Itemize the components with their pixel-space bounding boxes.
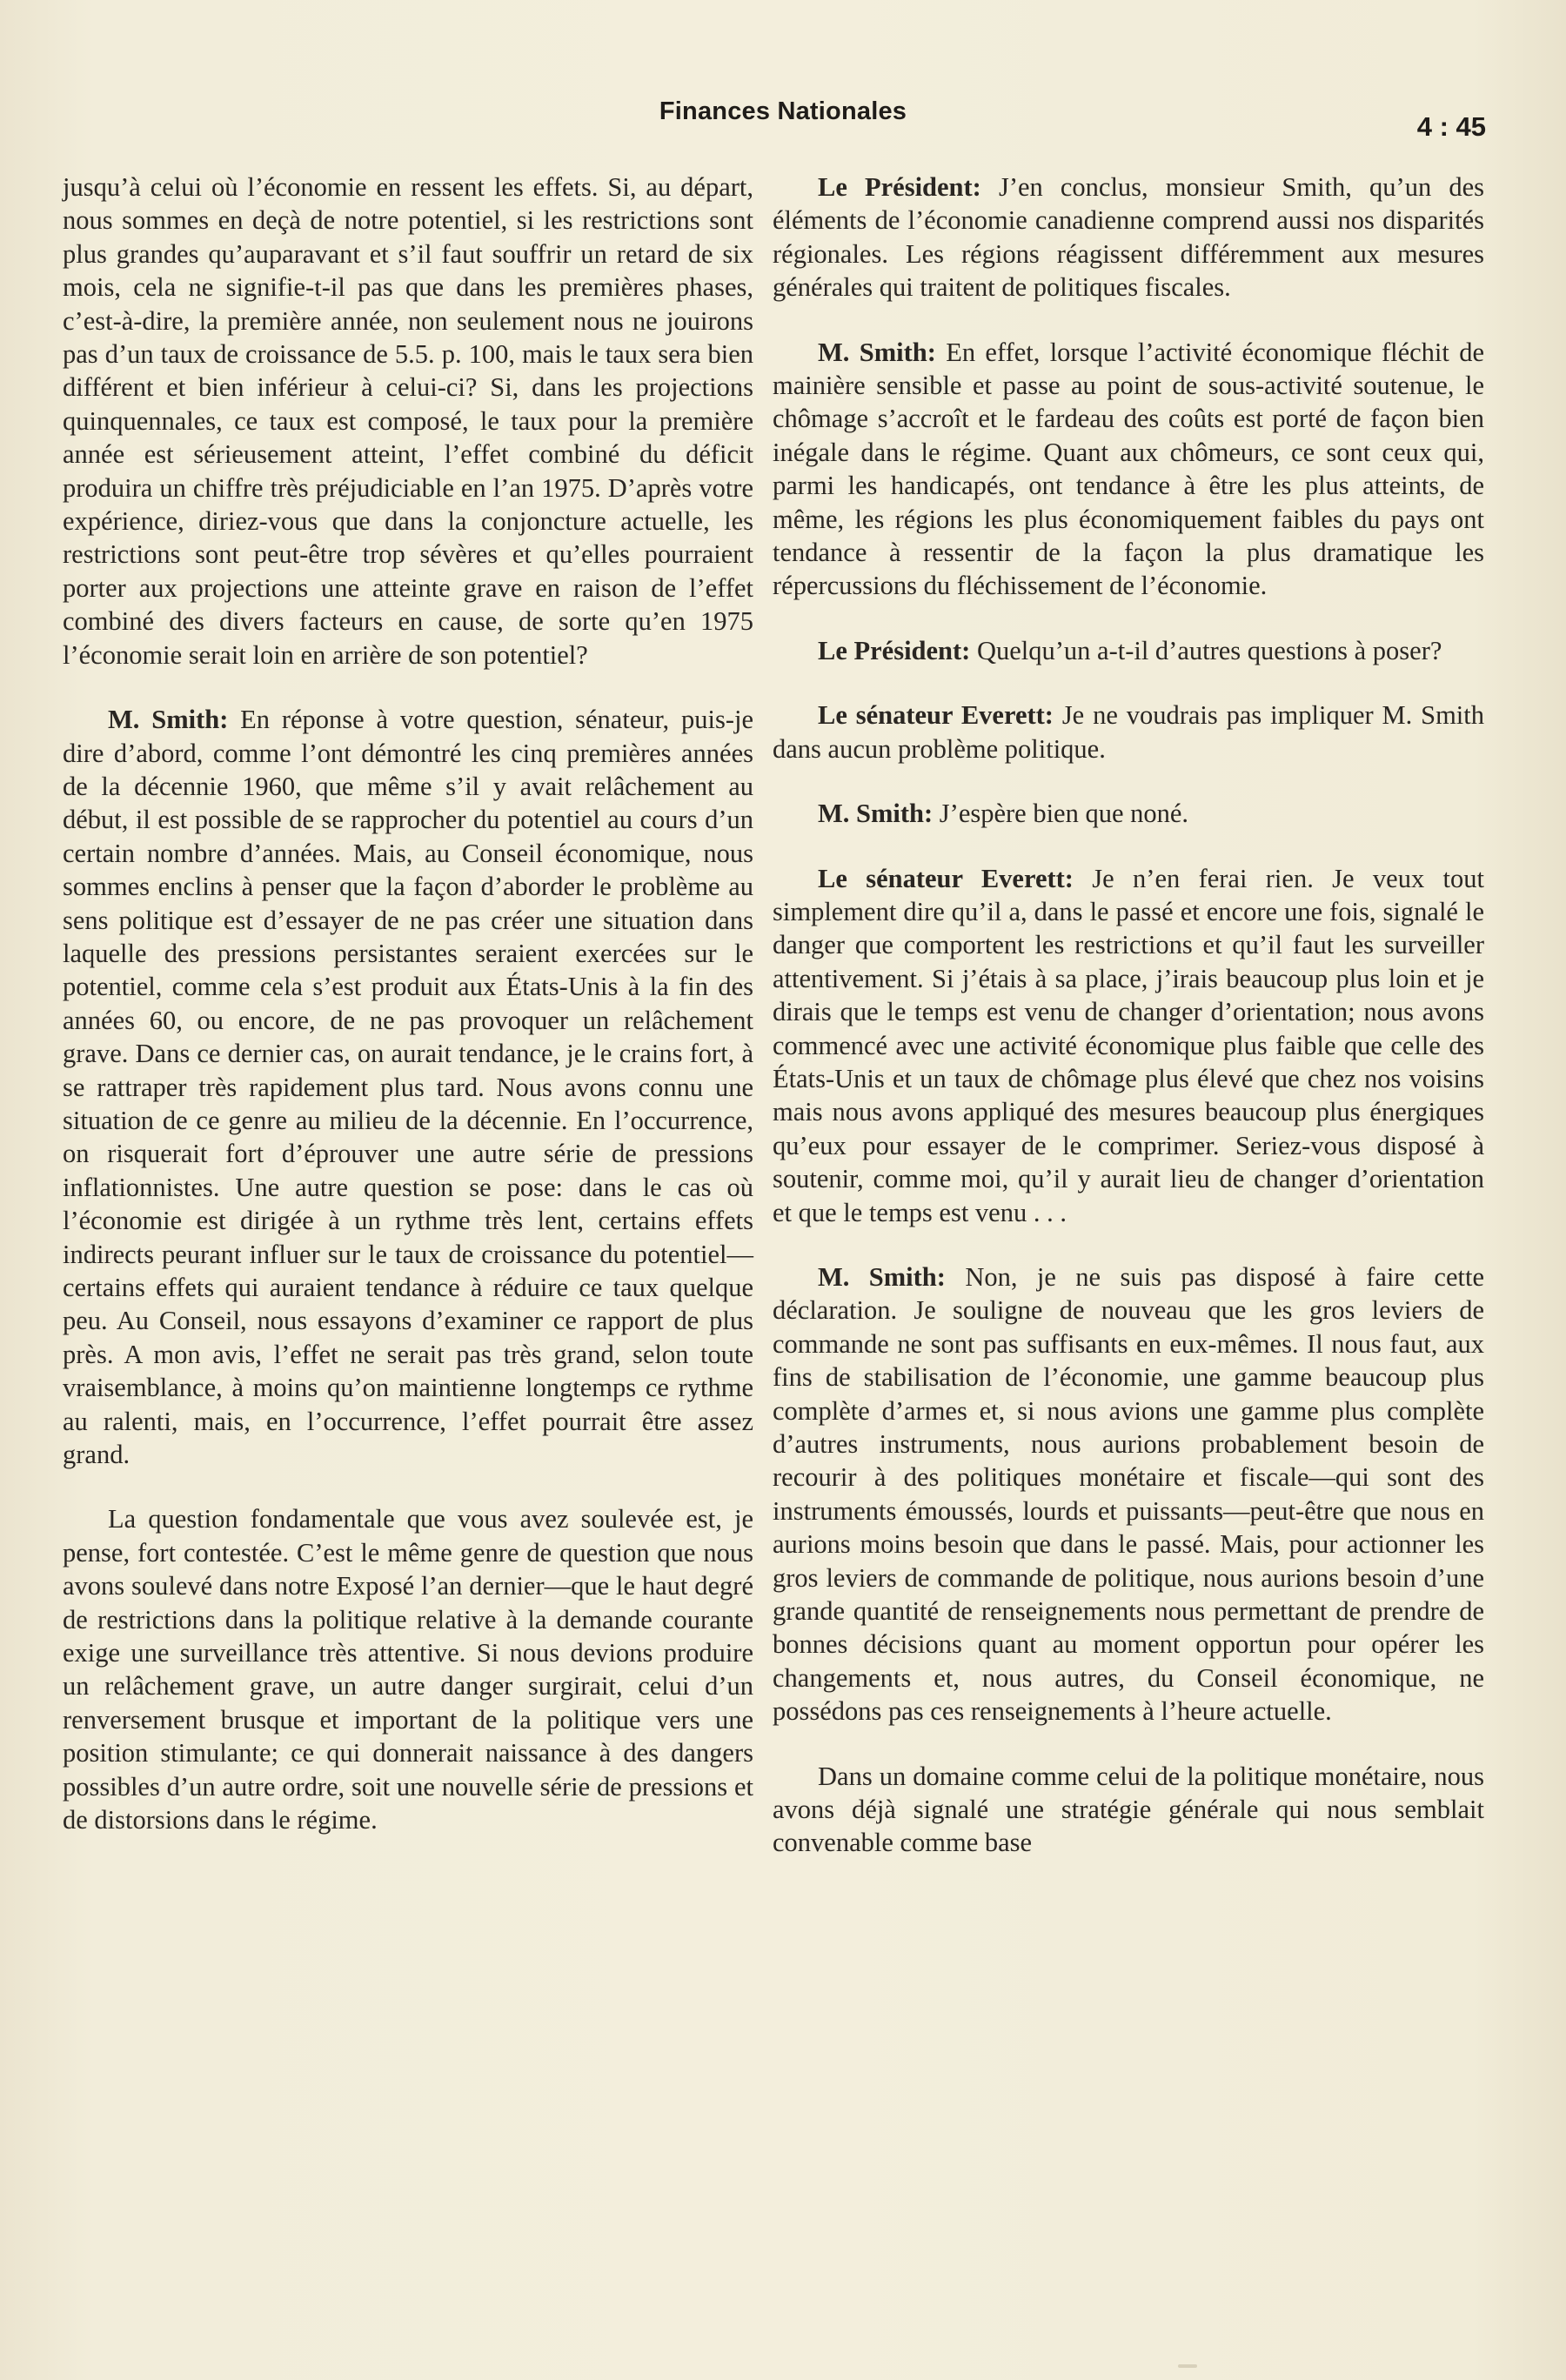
- paragraph-text: Quelqu’un a-t-il d’autres questions à poser?: [970, 635, 1442, 665]
- paragraph-text: J’espère bien que noné.: [933, 799, 1189, 829]
- paragraph-smith-1: [773, 336, 1484, 603]
- paragraph-monetary-policy: Dans un domaine comme celui de la politique monétaire, nous avons déjà signalé une stratégie générale qui nous semblait convenable comme base: [773, 1761, 1484, 1858]
- paragraph-text: Non, je ne suis pas disposé à faire cette déclaration. Je souligne de nouveau que les gros leviers de commande ne sont pas suffisants en eux-mêmes. Il nous faut, aux fins de stabilisation de l’économie, une gamme beaucoup plus complète d’armes et, si nous avions une gamme plus complète d’autres instruments, nous aurions probablement besoin de recourir à des politiques monétaire et fiscale—qui sont des instruments émoussés, lourds et puissants—peut-être que nous en aurions moins besoin que dans le passé. Mais, pour actionner les gros leviers de commande de politique, nous aurions besoin d’une grande quantité de renseignements nous permettant de prendre de bonnes décisions quant au moment opportun pour opérer les changements et, nous autres, du Conseil économique, ne possédons pas ces renseignements à l’heure actuelle.: [773, 1261, 1484, 1727]
- paragraph-smith-reply: [63, 703, 753, 1471]
- paragraph-text: Je ne voudrais pas impliquer M. Smith dans aucun problème politique.: [773, 700, 1484, 764]
- paragraph-everett-2: [773, 862, 1484, 1229]
- speaker-label: Le sénateur Everett:: [818, 863, 1074, 893]
- paragraph-fundamental-question: La question fondamentale que vous avez soulevée est, je pense, fort contestée. C’est le même genre de question que nous avons soulevé dans notre Exposé l’an dernier—que le haut degré de restrictions dans la politique relative à la demande courante exige une surveillance très attentive. Si nous devions produire un relâchement grave, un autre danger surgirait, celui d’un renversement brusque et important de la politique vers une position stimulante; ce qui donnerait naissance à des dangers possibles d’un autre ordre, soit une nouvelle série de pressions et de distorsions dans le régime.: [63, 1504, 753, 1835]
- paragraph-continuation: jusqu’à celui où l’économie en ressent les effets. Si, au départ, nous sommes en deçà de notre potentiel, si les restrictions sont plus grandes qu’auparavant et s’il faut souffrir un retard de six mois, cela ne signifie-t-il pas que dans les premières phases, c’est-à-dire, la première année, non seulement nous ne jouirons pas d’un taux de croissance de 5.5. p. 100, mais le taux sera bien différent et bien inférieur à celui-ci? Si, dans les projections quinquennales, ce taux est composé, le taux pour la première année est sérieusement atteint, l’effet combiné du déficit produira un chiffre très préjudiciable en l’an 1975. D’après votre expérience, diriez-vous que dans la conjoncture actuelle, les restrictions sont peut-être trop sévères et qu’elles pourraient porter aux projections une atteinte grave en raison de l’effet combiné des divers facteurs en cause, de sorte qu’en 1975 l’économie serait loin en arrière de son potentiel?: [63, 172, 753, 670]
- speaker-label: M. Smith:: [818, 1261, 946, 1292]
- speaker-label: M. Smith:: [818, 337, 936, 367]
- running-header-title: Finances Nationales: [659, 97, 907, 125]
- speaker-label: M. Smith:: [108, 705, 229, 735]
- right-column: [773, 170, 1484, 1891]
- speaker-label: M. Smith:: [818, 799, 934, 829]
- page-number: 4 : 45: [1416, 111, 1486, 142]
- paragraph-smith-3: [773, 1260, 1484, 1728]
- speaker-label: Le sénateur Everett:: [818, 700, 1054, 731]
- paragraph-everett-1: [773, 699, 1484, 765]
- paragraph-text: J’en conclus, monsieur Smith, qu’un des éléments de l’économie canadienne comprend aussi nos disparités régionales. Les régions réagissent différemment aux mesures générales qui traitent de politiques fiscales.: [773, 172, 1484, 303]
- paragraph-president-1: [773, 170, 1484, 304]
- paragraph-president-2: [773, 634, 1484, 667]
- paragraph-smith-2: [773, 797, 1484, 830]
- speaker-label: Le Président:: [818, 635, 971, 665]
- paper-speck: [1178, 2364, 1197, 2368]
- paragraph-text: Je n’en ferai rien. Je veux tout simplement dire qu’il a, dans le passé et encore une fois, signalé le danger que comportent les restrictions et qu’il faut les surveiller attentivement. Si j’étais à sa place, j’irais beaucoup plus loin et je dirais que le temps est venu de changer d’orientation; nous avons commencé avec une activité économique plus faible que celle des États-Unis et un taux de chômage plus élevé que chez nos voisins mais nous avons appliqué des mesures beaucoup plus énergiques qu’eux pour essayer de le comprimer. Seriez-vous disposé à soutenir, comme moi, qu’il y aurait lieu de changer d’orientation et que le temps est venu . . .: [773, 863, 1484, 1227]
- speaker-label: Le Président:: [818, 172, 981, 202]
- left-column: [63, 170, 753, 1869]
- paragraph-text: En réponse à votre question, sénateur, puis-je dire d’abord, comme l’ont démontré les cinq premières années de la décennie 1960, que même s’il y avait relâchement au début, il est possible de se rapprocher du potentiel au cours d’un certain nombre d’années. Mais, au Conseil économique, nous sommes enclins à penser que la façon d’aborder le problème au sens politique est d’essayer de ne pas créer une situation dans laquelle des pressions persistantes seraient exercées sur le potentiel, comme cela s’est produit aux États-Unis à la fin des années 60, ou encore, de ne pas provoquer un relâchement grave. Dans ce dernier cas, on aurait tendance, je le crains fort, à se rattraper très rapidement plus tard. Nous avons connu une situation de ce genre au milieu de la décennie. En l’occurrence, on risquerait fort d’éprouver une autre série de pressions inflationnistes. Une autre question se pose: dans le cas où l’économie est dirigée à un rythme très lent, certains effets indirects peurant influer sur le taux de croissance du potentiel—certains effets qui auraient tendance à réduire ce taux quelque peu. Au Conseil, nous essayons d’examiner ce rapport de plus près. A mon avis, l’effet ne serait pas très grand, selon toute vraisemblance, à moins qu’on maintienne longtemps ce rythme au ralenti, mais, en l’occurrence, l’effet pourrait être assez grand.: [63, 705, 753, 1470]
- paragraph-text: En effet, lorsque l’activité économique fléchit de mainière sensible et passe au point de sous-activité soutenue, le chômage s’accroît et le fardeau des coûts est porté de façon bien inégale dans le régime. Quant aux chômeurs, ce sont ceux qui, parmi les handicapés, ont tendance à être les plus atteints, de même, les régions les plus économiquement faibles du pays ont tendance à ressentir de la façon la plus dramatique les répercussions du fléchissement de l’économie.: [773, 337, 1484, 601]
